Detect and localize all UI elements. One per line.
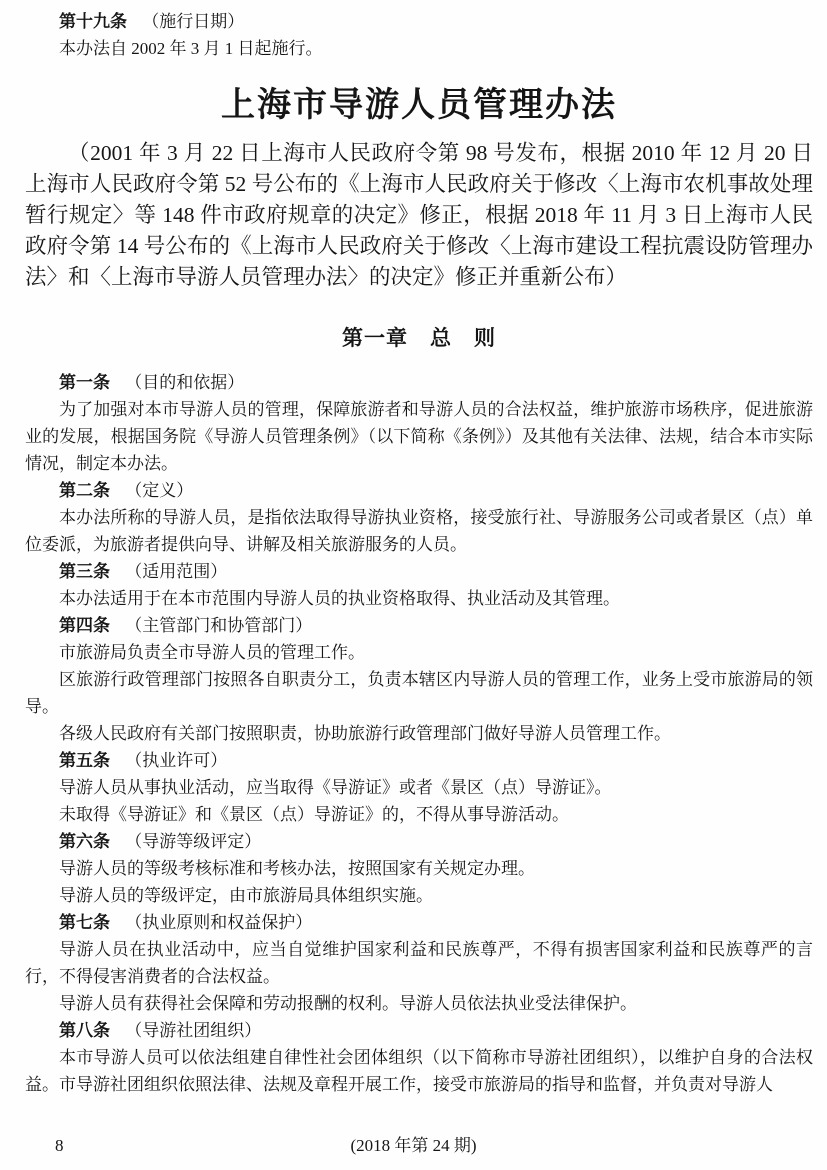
article-head bbox=[25, 1017, 813, 1044]
article-paragraph: 导游人员的等级考核标准和考核办法，按照国家有关规定办理。 bbox=[59, 859, 535, 878]
article-head bbox=[25, 747, 813, 774]
article-head bbox=[25, 909, 813, 936]
article-note: （主管部门和协管部门） bbox=[125, 616, 313, 635]
article-paragraph: 本办法所称的导游人员，是指依法取得导游执业资格，接受旅行社、导游服务公司或者景区（点）单位委派，为旅游者提供向导、讲解及相关旅游服务的人员。 bbox=[25, 508, 813, 554]
article-paragraph: 为了加强对本市导游人员的管理，保障旅游者和导游人员的合法权益，维护旅游市场秩序，促进旅游业的发展，根据国务院《导游人员管理条例》（以下简称《条例》）及其他有关法律、法规，结合本市实际情况，制定本办法。 bbox=[25, 400, 813, 473]
article-note: （执业原则和权益保护） bbox=[125, 913, 313, 932]
article-paragraph: 本办法自 2002 年 3 月 1 日起施行。 bbox=[59, 39, 323, 58]
article-paragraph: 本市导游人员可以依法组建自律性社会团体组织（以下简称市导游社团组织），以维护自身的合法权益。市导游社团组织依照法律、法规及章程开展工作，接受市旅游局的指导和监督，并负责对导游人 bbox=[25, 1048, 813, 1094]
article-note: （导游等级评定） bbox=[125, 832, 262, 851]
article-note: （适用范围） bbox=[125, 562, 228, 581]
article-paragraph: 导游人员的等级评定，由市旅游局具体组织实施。 bbox=[59, 886, 433, 905]
article-paragraph: 导游人员有获得社会保障和劳动报酬的权利。导游人员依法执业受法律保护。 bbox=[59, 994, 637, 1013]
article-paragraph: 导游人员从事执业活动，应当取得《导游证》或者《景区（点）导游证》。 bbox=[59, 778, 612, 797]
article-head bbox=[25, 369, 813, 396]
chapter-heading: 第一章 总 则 bbox=[342, 326, 496, 350]
article-paragraph: 区旅游行政管理部门按照各自职责分工，负责本辖区内导游人员的管理工作，业务上受市旅游局的领导。 bbox=[25, 670, 813, 716]
article-paragraph: 各级人民政府有关部门按照职责，协助旅游行政管理部门做好导游人员管理工作。 bbox=[59, 724, 671, 743]
page-footer bbox=[0, 1135, 827, 1157]
article-head bbox=[25, 828, 813, 855]
article-number: 第五条 bbox=[59, 751, 110, 770]
article-paragraph: 本办法适用于在本市范围内导游人员的执业资格取得、执业活动及其管理。 bbox=[59, 589, 620, 608]
article-number: 第八条 bbox=[59, 1021, 110, 1040]
article-head bbox=[25, 8, 813, 35]
article-number: 第六条 bbox=[59, 832, 110, 851]
article-note: （定义） bbox=[125, 481, 194, 500]
article-paragraph: 未取得《导游证》和《景区（点）导游证》的，不得从事导游活动。 bbox=[59, 805, 569, 824]
article-number: 第七条 bbox=[59, 913, 110, 932]
article-note: （目的和依据） bbox=[125, 373, 245, 392]
article-note: （执业许可） bbox=[125, 751, 228, 770]
article-note: （导游社团组织） bbox=[125, 1021, 262, 1040]
article-head bbox=[25, 558, 813, 585]
page-number: 8 bbox=[55, 1136, 64, 1155]
article-number: 第十九条 bbox=[59, 12, 127, 31]
article-number: 第二条 bbox=[59, 481, 110, 500]
article-paragraph: 导游人员在执业活动中，应当自觉维护国家利益和民族尊严，不得有损害国家利益和民族尊严的言行，不得侵害消费者的合法权益。 bbox=[25, 940, 813, 986]
article-head bbox=[25, 612, 813, 639]
article-head bbox=[25, 477, 813, 504]
preamble: （2001 年 3 月 22 日上海市人民政府令第 98 号发布，根据 2010 年 12 月 20 日上海市人民政府令第 52 号公布的《上海市人民政府关于修改〈上海市农机事故处理暂行规定〉等 148 件市政府规章的决定》修正，根据 2018 年 11 月 3 日上海市人民政府令第 14 号公布的《上海市人民政府关于修改〈上海市建设工程抗震设防管理办法〉和〈上海市导游人员管理办法〉的决定》修正并重新公布） bbox=[25, 141, 813, 289]
article-note: （施行日期） bbox=[142, 12, 245, 31]
article-number: 第三条 bbox=[59, 562, 110, 581]
article-paragraph: 市旅游局负责全市导游人员的管理工作。 bbox=[59, 643, 365, 662]
article-number: 第四条 bbox=[59, 616, 110, 635]
document-title: 上海市导游人员管理办法 bbox=[221, 87, 617, 124]
article-number: 第一条 bbox=[59, 373, 110, 392]
articles-section bbox=[25, 369, 813, 1098]
issue-label: (2018 年第 24 期) bbox=[350, 1136, 477, 1155]
